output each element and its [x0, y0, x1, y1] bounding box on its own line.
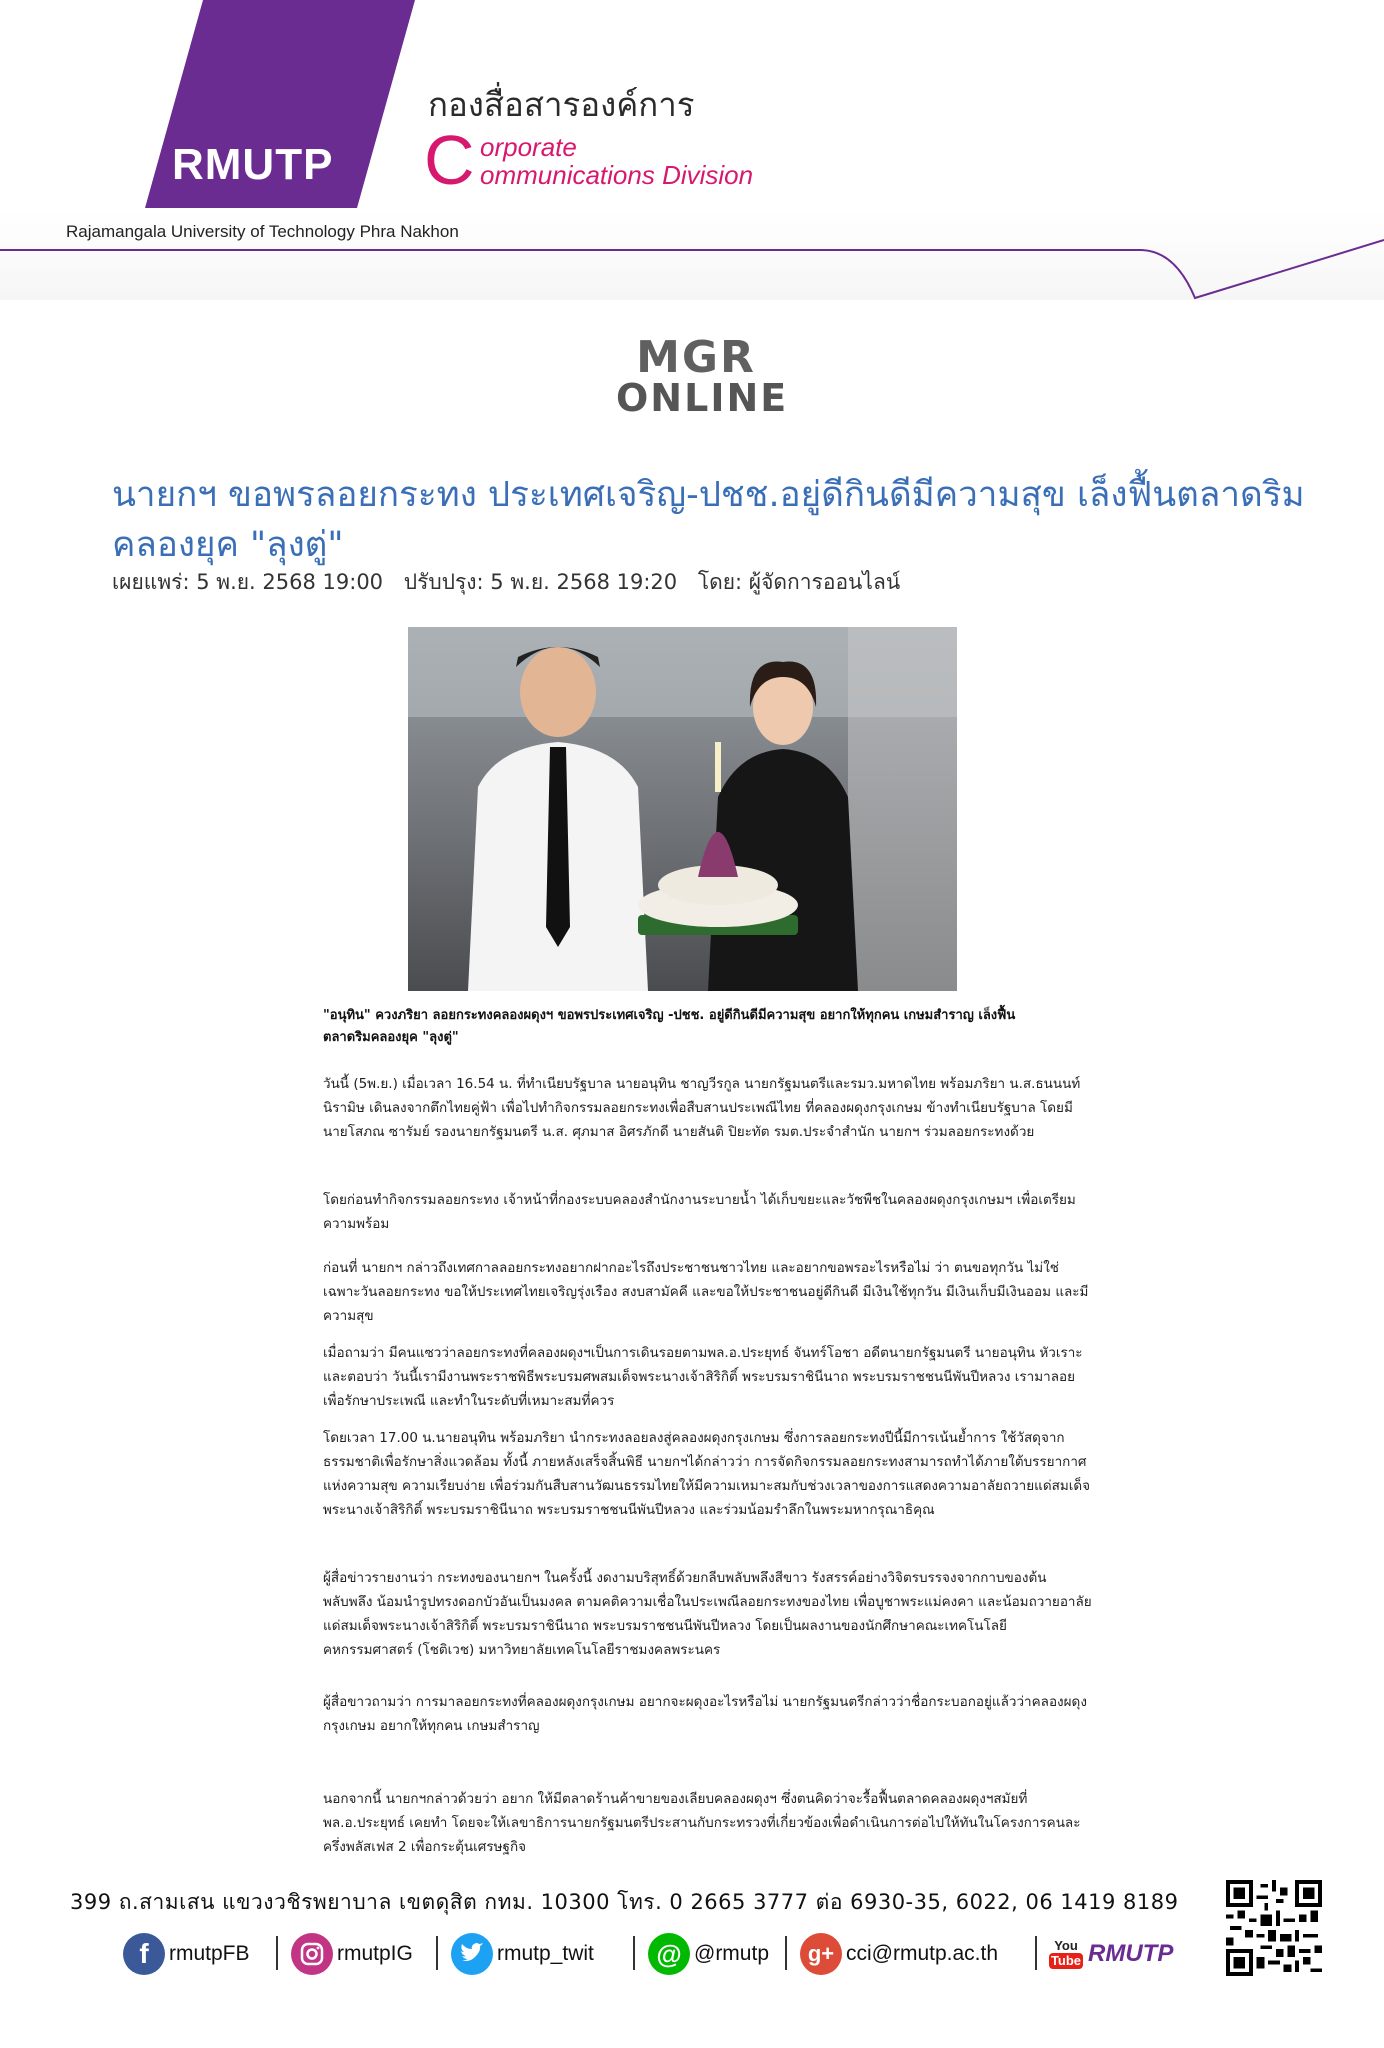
division-thai-name: กองสื่อสารองค์การ	[428, 85, 695, 124]
letterhead	[0, 0, 1384, 300]
article-headline: นายกฯ ขอพรลอยกระทง ประเทศเจริญ-ปชช.อยู่ดีกินดีมีความสุข เล็งฟื้นตลาดริมคลองยุค "ลุงตู่"	[112, 475, 1305, 565]
author: โดย: ผู้จัดการออนไลน์	[697, 570, 901, 594]
university-name: Rajamangala University of Technology Phra Nakhon	[66, 222, 459, 241]
division-en-initial: C	[424, 121, 475, 199]
body-paragraph-7: ผู้สื่อขาวถามว่า การมาลอยกระทงที่คลองผดุงกรุงเกษม อยากจะผดุงอะไรหรือไม่ นายกรัฐมนตรีกล่าวว่าชื่อกระบอกอยู่แล้วว่าคลองผดุงกรุงเกษม อยากให้ทุกคน เกษมสำราญ	[323, 1694, 1087, 1734]
googleplus-icon: g+	[800, 1933, 842, 1975]
facebook-icon: f	[123, 1933, 165, 1975]
instagram-icon	[291, 1933, 333, 1975]
social-twitter[interactable]: rmutp_twit	[451, 1930, 594, 1978]
footer-address: 399 ถ.สามเสน แขวงวชิรพยาบาล เขตดุสิต กทม. 10300 โทร. 0 2665 3777 ต่อ 6930-35, 6022, 06 1419 8189	[70, 1890, 1179, 1914]
line-icon: @	[648, 1933, 690, 1975]
rmutp-logo-text: RMUTP	[172, 140, 334, 189]
body-paragraph-5: โดยเวลา 17.00 น.นายอนุทิน พร้อมภริยา นำกระทงลอยลงสู่คลองผดุงกรุงเกษม ซึ่งการลอยกระทงปีนี้มีการเน้นย้ำการ ใช้วัสดุจากธรรมชาติเพื่อรักษาสิ่งแวดล้อม ทั้งนี้ ภายหลังเสร็จสิ้นพิธี นายกฯได้กล่าวว่า การจัดกิจกรรมลอยกระทงสามารถทำได้ภายใต้บรรยากาศแห่งความสุข ความเรียบง่าย เพื่อร่วมกันสืบสานวัฒนธรรมไทยให้มีความเหมาะสมกับช่วงเวลาของการแสดงความอาลัยถวายแด่สมเด็จพระนางเจ้าสิริกิติ์ พระบรมราชินีนาถ พระบรมราชชนนีพันปีหลวง และร่วมน้อมรำลึกในพระมหากรุณาธิคุณ	[323, 1430, 1091, 1518]
divider	[633, 1936, 635, 1970]
body-paragraph-6: ผู้สื่อข่าวรายงานว่า กระทงของนายกฯ ในครั้งนี้ งดงามบริสุทธิ์ด้วยกลีบพลับพลึงสีขาว รังสรรค์อย่างวิจิตรบรรจงจากกาบของต้นพลับพลึง น้อมนำรูปทรงดอกบัวอันเป็นมงคล ตามคติความเชื่อในประเพณีลอยกระทงของไทย เพื่อบูชาพระแม่คงคา และน้อมถวายอาลัยแด่สมเด็จพระนางเจ้าสิริกิติ์ พระบรมราชินีนาถ พระบรมราชชนนีพันปีหลวง โดยเป็นผลงานของนักศึกษาคณะเทคโนโลยีคหกรรมศาสตร์ (โชติเวช) มหาวิทยาลัยเทคโนโลยีราชมงคลพระนคร	[323, 1570, 1092, 1658]
divider	[785, 1936, 787, 1970]
social-youtube[interactable]: You Tube RMUTP	[1048, 1930, 1173, 1978]
article-meta	[112, 566, 914, 599]
body-paragraph-8: นอกจากนี้ นายกฯกล่าวด้วยว่า อยาก ให้มีตลาดร้านค้าขายของเลียบคลองผดุงฯ ซึ่งตนคิดว่าจะรื้อฟื้นตลาดคลองผดุงฯสมัยที่พล.อ.ประยุทธ์ เคยทำ โดยจะให้เลขาธิการนายกรัฐมนตรีประสานกับกระทรวงที่เกี่ยวข้องเพื่อดำเนินการต่อไปให้ทันในโครงการคนละครึ่งพลัสเฟส 2 เพื่อกระตุ้นเศรษฐกิจ	[323, 1791, 1081, 1855]
youtube-icon: You Tube	[1050, 1938, 1082, 1968]
social-line[interactable]: @ @rmutp	[648, 1930, 769, 1978]
social-email[interactable]: g+ cci@rmutp.ac.th	[800, 1930, 998, 1978]
divider	[1035, 1936, 1037, 1970]
division-en-line1: orporate	[480, 132, 577, 162]
header-divider-line	[0, 180, 1384, 340]
updated-date: ปรับปรุง: 5 พ.ย. 2568 19:20	[403, 570, 678, 594]
body-paragraph-4: เมื่อถามว่า มีคนแซวว่าลอยกระทงที่คลองผดุงฯเป็นการเดินรอยตามพล.อ.ประยุทธ์ จันทร์โอชา อดีตนายกรัฐมนตรี นายอนุทิน หัวเราะและตอบว่า วันนี้เรามีงานพระราชพิธีพระบรมศพสมเด็จพระนางเจ้าสิริกิติ์ พระบรมราชินีนาถ พระบรมราชชนนีพันปีหลวง เรามาลอยเพื่อรักษาประเพณี และทำในระดับที่เหมาะสมที่ควร	[323, 1345, 1083, 1409]
published-date: เผยแพร่: 5 พ.ย. 2568 19:00	[112, 570, 384, 594]
social-instagram[interactable]: rmutpIG	[291, 1930, 413, 1978]
divider	[436, 1936, 438, 1970]
body-paragraph-2: โดยก่อนทำกิจกรรมลอยกระทง เจ้าหน้าที่กองระบบคลองสำนักงานระบายน้ำ ได้เก็บขยะและวัชพืชในคลองผดุงกรุงเกษมฯ เพื่อเตรียมความพร้อม	[323, 1192, 1076, 1232]
body-paragraph-3: ก่อนที่ นายกฯ กล่าวถึงเทศกาลลอยกระทงอยากฝากอะไรถึงประชาชนชาวไทย และอยากขอพรอะไรหรือไม่ ว่า ตนขอทุกวัน ไม่ใช่เฉพาะวันลอยกระทง ขอให้ประเทศไทยเจริญรุ่งเรือง สงบสามัคคี และขอให้ประชาชนอยู่ดีกินดี มีเงินใช้ทุกวัน มีเงินเก็บมีเงินออม และมีความสุข	[323, 1260, 1089, 1324]
social-facebook[interactable]: f rmutpFB	[123, 1930, 250, 1978]
twitter-icon	[451, 1933, 493, 1975]
article-photo	[408, 627, 957, 991]
body-paragraph-1: วันนี้ (5พ.ย.) เมื่อเวลา 16.54 น. ที่ทำเนียบรัฐบาล นายอนุทิน ชาญวีรกูล นายกรัฐมนตรีและรมว.มหาดไทย พร้อมภริยา น.ส.ธนนนท์ นิรามิษ เดินลงจากตึกไทยคู่ฟ้า เพื่อไปทำกิจกรรมลอยกระทงเพื่อสืบสานประเพณีไทย ที่คลองผดุงกรุงเกษม ข้างทำเนียบรัฐบาล โดยมีนายโสภณ ซารัมย์ รองนายกรัฐมนตรี น.ส. ศุภมาส อิศรภักดี นายสันติ ปิยะทัต รมต.ประจำสำนัก นายกฯ ร่วมลอยกระทงด้วย	[323, 1076, 1081, 1140]
mgr-online-logo: MGR ONLINE	[616, 332, 789, 420]
photo-caption: "อนุทิน" ควงภริยา ลอยกระทงคลองผดุงฯ ขอพรประเทศเจริญ -ปชช. อยู่ดีกินดีมีความสุข อยากให้ทุกคน เกษมสำราญ เล็งฟื้นตลาดริมคลองยุค "ลุงตู่"	[323, 1008, 1016, 1045]
divider	[276, 1936, 278, 1970]
division-en-line2: ommunications Division	[480, 160, 754, 190]
qr-code	[1226, 1880, 1322, 1976]
